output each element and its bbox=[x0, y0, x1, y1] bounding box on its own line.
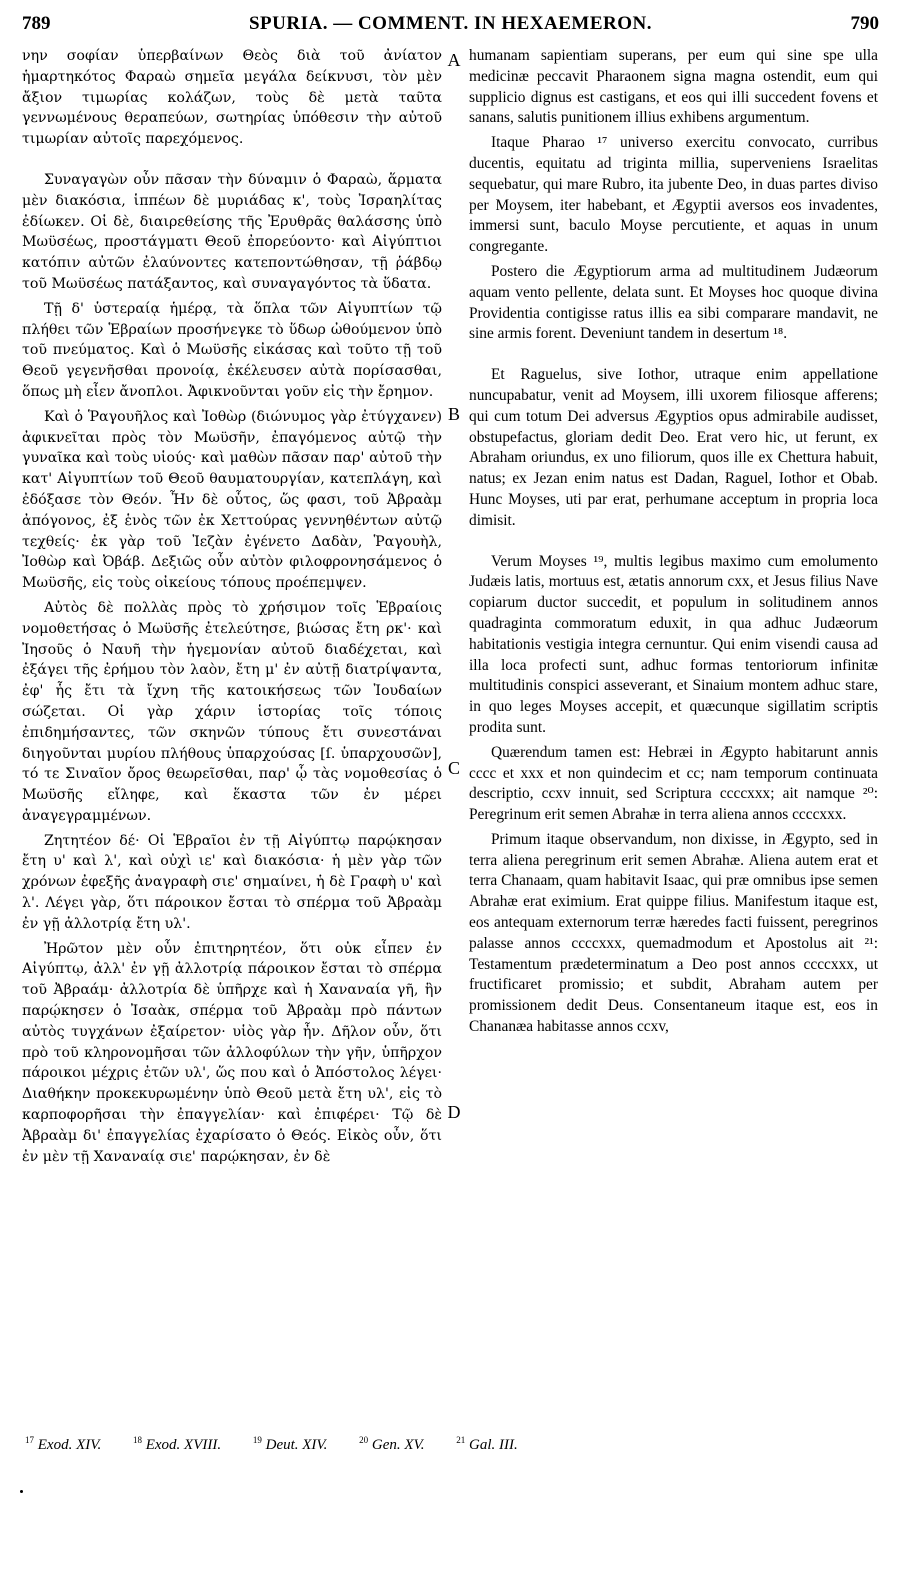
footnote: $^{20}$ Gen. XV. bbox=[359, 1435, 425, 1453]
latin-paragraph: Itaque Pharao ¹⁷ universo exercitu convocato, curribus ducentis, equitatu ad triginta millia, superveniens Israelitas sequebatur, qui mare Rubro, ita jubente Deo, in duas partes diviso per Moysem, iter habebant, et Ægyptii aversos eos invadentes, immersi sunt, baculo Moyse percutiente, et aquas in unum congregante. bbox=[469, 134, 878, 256]
page-number-left: 789 bbox=[22, 13, 51, 34]
greek-paragraph: Συναγαγὼν οὖν πᾶσαν τὴν δύναμιν ὁ Φαραὼ, ἅρματα μὲν διακόσια, ἱππέων δὲ μυριάδας κ', τοὺς Ἰσραηλίτας ἐδίωκεν. Οἱ δὲ, διαιρεθείσης τῆς Ἐρυθρᾶς θαλάσσης ὑπὸ Μωϋσέως, προστάγματι Θεοῦ ἐπορεύοντο· καὶ Αἰγύπτιοι κατόπιν αὐτῶν ἐλαύνοντες κατεποντώθησαν, τῇ ῥάβδῳ τοῦ Μωϋσέως πατάξαντος, καὶ συναγαγόντος τὰ ὕδατα. bbox=[22, 171, 442, 292]
footnotes bbox=[25, 1435, 879, 1454]
margin-letter-a: A bbox=[447, 50, 461, 70]
footnote: $^{19}$ Deut. XIV. bbox=[252, 1435, 328, 1453]
footnote: $^{18}$ Exod. XVIII. bbox=[132, 1435, 222, 1453]
latin-paragraph: humanam sapientiam superans, per eum qui sine spe ulla medicinæ peccavit Pharaonem signa magna ostendit, eum qui supplicio dignus est castigans, et eos qui illi succedent fovens et sanans, salutis punitionem illius exhibens argumentum. bbox=[469, 47, 878, 127]
latin-paragraph: Primum itaque observandum, non dixisse, in Ægypto, sed in terra aliena peregrinum erit semen Abrahæ. Aliena autem erat et terra Chanaam, quam habitavit Isaac, qui præ omnibus ipse semen Abrahæ erat eximium. Erat quippe filius. Manifestum itaque est, eos antequam externorum terræ hæredes facti fuissent, peregrinos palasse annos ccccxxx, quemadmodum et Apostolus ait ²¹: Testamentum prædeterminatum a Deo post annos ccccxxx, ut fructificaret promissio; et subdit, Abraham autem per promissionem dedit Deus. Consentaneum itaque est, eos in Chananæa habitasse annos ccxv, bbox=[469, 830, 878, 1036]
greek-paragraph: Ἠρῶτον μὲν οὖν ἐπιτηρητέον, ὅτι οὐκ εἶπεν ἐν Αἰγύπτῳ, ἀλλ' ἐν γῇ ἀλλοτρίᾳ πάροικον ἔσται τὸ σπέρμα τοῦ Ἀβραάμ· ἀλλοτρία δὲ ὑπῆρχε καὶ ἡ Χαναναία γῆ, ἣν παρῴκησεν ὁ Ἰσαὰκ, σπέρμα τοῦ Ἀβραὰμ πρὸ πάντων αὐτὸς τυγχάνων ἐξαίρετον· υἱὸς γὰρ ἦν. Δῆλον οὖν, ὅτι πρὸ τοῦ κληρονομῆσαι τῶν ἀλλοφύλων τὴν γῆν, ὑπῆρχον πάροικοι μέχρις ἐτῶν υλ', ὥς που καὶ ὁ Ἀπόστολος λέγει· Διαθήκην προκεκυρωμένην ὑπὸ Θεοῦ μετὰ ἔτη υλ', εἰς τὸ καρποφορῆσαι τὴν ἐπαγγελίαν· καὶ ἐπιφέρει· Τῷ δὲ Ἀβραὰμ δι' ἐπαγγελίας ἐχαρίσατο ὁ Θεός. Εἰκὸς οὖν, ὅτι ἐν μὲν τῇ Χαναναίᾳ σιε' παρῴκησαν, ἐν δὲ bbox=[22, 940, 442, 1165]
greek-paragraph: νην σοφίαν ὑπερβαίνων Θεὸς διὰ τοῦ ἀνίατον ἡμαρτηκότος Φαραὼ σημεῖα μεγάλα δείκνυσι, τὸν μὲν ἄξιον τιμωρίας κολάζων, τοὺς δὲ μετὰ ταῦτα γεννωμένους θεραπεύων, σωτηρίας ὑπόθεσιν τὴν αὐτοῦ τιμωρίαν αὐτοῖς παρεχόμενος. bbox=[22, 48, 442, 148]
greek-paragraph: Τῇ δ' ὑστεραίᾳ ἡμέρᾳ, τὰ ὅπλα τῶν Αἰγυπτίων τῷ πλήθει τῶν Ἑβραίων προσήνεγκε τὸ ὕδωρ ὠθούμενον ὑπὸ τοῦ πνεύματος. Καὶ ὁ Μωϋσῆς εἰκάσας καὶ τοῦτο τῇ τοῦ Θεοῦ γεγενῆσθαι προνοίᾳ, ἐκέλευσεν αὐτὰ πορίσασθαι, ὅπως μὴ εἶεν ἄνοπλοι. Ἀφικνοῦνται γοῦν εἰς τὴν ἔρημον. bbox=[22, 300, 442, 400]
greek-paragraph: Ζητητέον δέ· Οἱ Ἑβραῖοι ἐν τῇ Αἰγύπτῳ παρῴκησαν ἔτη υ' καὶ λ', καὶ οὐχὶ ιε' καὶ διακόσια· ἡ μὲν γὰρ τῶν χρόνων ἐφεξῆς ἀναγραφὴ σιε' σημαίνει, ἡ δὲ Γραφὴ υ' καὶ λ'. Λέγει γὰρ, ὅτι πάροικον ἔσται τὸ σπέρμα τοῦ Ἀβραὰμ ἐν γῇ ἀλλοτρίᾳ ἔτη υλ'. bbox=[22, 832, 442, 932]
latin-column bbox=[469, 46, 878, 1038]
running-header bbox=[22, 13, 879, 41]
page-number-right: 790 bbox=[850, 13, 879, 34]
footnote: $^{21}$ Gal. III. bbox=[456, 1435, 518, 1453]
margin-letter-d: D bbox=[447, 1102, 461, 1122]
greek-column bbox=[22, 46, 442, 1167]
running-title: SPURIA. — COMMENT. IN HEXAEMERON. bbox=[248, 13, 652, 34]
latin-paragraph: Verum Moyses ¹⁹, multis legibus maximo cum emolumento Judæis latis, mortuus est, ætatis annorum cxx, et Jesus filius Nave copiarum ductor succedit, et populum in solitudinem annos quadraginta commoratum eduxit, in qua adhuc Judæorum habitationis vestigia integra cernuntur. Qui enim visendi causa ad illa loca profecti sunt, adhuc formas tentoriorum infinitæ multitudinis conspici asseverant, et Sinaium montem adhuc stare, in quo leges Moyses accepit, et quæcunque sigillatim scriptis prodita sunt. bbox=[469, 552, 878, 736]
greek-paragraph: Καὶ ὁ Ῥαγουῆλος καὶ Ἰοθὼρ (διώνυμος γὰρ ἐτύγχανεν) ἀφικνεῖται πρὸς τὸν Μωϋσῆν, ἐπαγόμενος αὐτῷ τὴν γυναῖκα καὶ τοὺς υἱούς· καὶ μαθὼν πᾶσαν παρ' αὐτοῦ τὴν κατ' Αἰγυπτίων τοῦ Θεοῦ θαυματουργίαν, κατεπλάγη, καὶ ἐδόξασε τὸν Θεόν. Ἦν δὲ οὗτος, ὥς φασι, τοῦ Ἀβραὰμ ἀπόγονος, ἐξ ἑνὸς τῶν ἐκ Χεττούρας γεννηθέντων αὐτῷ τεχθείς· ἐκ γὰρ τοῦ Ἰεζὰν ἐγένετο Δαδὰν, Ῥαγουὴλ, Ἰοθὼρ καὶ Ὀβάβ. Δεξιῶς οὖν αὐτὸν φιλοφρονησάμενος ὁ Μωϋσῆς, εἰς τοὺς οἰκείους τόπους προέπεμψεν. bbox=[22, 408, 442, 592]
latin-paragraph: Quærendum tamen est: Hebræi in Ægypto habitarunt annis cccc et xxx et non quindecim et cc; nam temporum continuata descriptio, ccxv innuit, sed Scriptura ccccxxx; ait namque ²⁰: Peregrinum erit semen Abrahæ in terra aliena annos ccccxxx. bbox=[469, 743, 878, 824]
greek-paragraph: Αὐτὸς δὲ πολλὰς πρὸς τὸ χρήσιμον τοῖς Ἑβραίοις νομοθετήσας ὁ Μωϋσῆς ἐτελεύτησε, βιώσας ἔτη ρκ'· καὶ Ἰησοῦς ὁ Ναυῆ τὴν ἡγεμονίαν αὐτοῦ διαδέχεται, καὶ ἐξάγει τῆς ἐρήμου τὸν λαὸν, ἔτη μ' ἐν αὐτῇ διατρίψαντα, ἐφ' ἧς ἔτι τὰ ἴχνη τῆς κατοικήσεως τῶν Ἰουδαίων σώζεται. Οἱ γὰρ χάριν ἱστορίας τοῖς τόποις ἐπιδημήσαντες, τῶν σκηνῶν τύπους ἔτι συνεστάναι διηγοῦνται μυρίου πλήθους ὑπαρχούσας [ſ. ὑπαρχουσῶν], τό τε Σιναῖον ὄρος θεωρεῖσθαι, παρ' ᾧ τὰς νομοθεσίας ὁ Μωϋσῆς εἴληφε, καὶ ἕκαστα τῶν ἐν μέρει ἀναγεγραμμένων. bbox=[22, 599, 442, 824]
margin-letter-b: B bbox=[447, 404, 460, 424]
latin-paragraph: Postero die Ægyptiorum arma ad multitudinem Judæorum aquam vento pellente, delata sunt. Et Moyses hoc quoque divina Providentia contigisse ratus illis ea sibi comparare mandavit, ne sine armis forent. Deveniunt tandem in desertum ¹⁸. bbox=[469, 262, 878, 343]
margin-letter-c: C bbox=[447, 758, 460, 778]
stray-mark bbox=[20, 1490, 23, 1493]
latin-paragraph: Et Raguelus, sive Iothor, utraque enim appellatione nuncupabatur, venit ad Moysem, illi uxorem filiosque afferens; qui cum totum Dei adversus Ægyptios opus admirabile audisset, obstupefactus, gloriam dedit Deo. Erat vero hic, ut ferunt, ex Abraham oriundus, ex uno filiorum, quos ille ex Chettura habuit, natus; ex Jezan enim natus est Dadan, Raguel, Iothor et Obab. Hunc Moyses, uti par erat, perhumane acceptum in propria loca dimisit. bbox=[469, 366, 878, 529]
footnote: $^{17}$ Exod. XIV. bbox=[25, 1435, 102, 1453]
